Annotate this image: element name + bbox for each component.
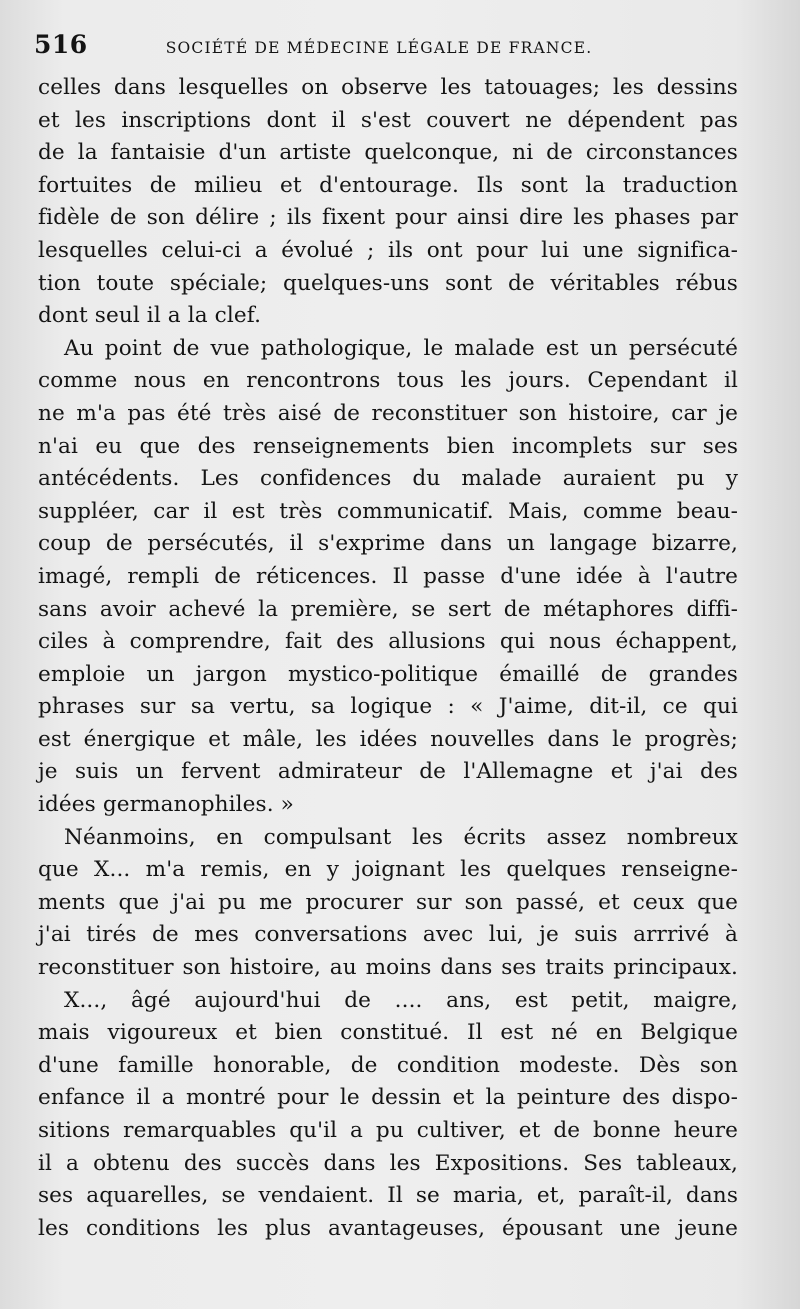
text-line: fidèle de son délire ; ils fixent pour ainsi dire les phases par — [38, 205, 738, 231]
text-line: que X... m'a remis, en y joignant les quelques renseigne- — [38, 857, 738, 883]
text-line: ments que j'ai pu me procurer sur son passé, et ceux que — [38, 889, 738, 915]
page-header — [34, 30, 760, 66]
running-head: SOCIÉTÉ DE MÉDECINE LÉGALE DE FRANCE. — [165, 39, 593, 57]
text-line: enfance il a montré pour le dessin et la peinture des dispo- — [38, 1085, 738, 1111]
text-line: reconstituer son histoire, au moins dans ses traits principaux. — [38, 955, 738, 981]
text-line: coup de persécutés, il s'exprime dans un langage bizarre, — [38, 531, 738, 557]
text-line: mais vigoureux et bien constitué. Il est né en Belgique — [38, 1020, 738, 1046]
text-line: suppléer, car il est très communicatif. Mais, comme beau- — [38, 498, 738, 524]
text-line: je suis un fervent admirateur de l'Allemagne et j'ai des — [38, 759, 738, 785]
text-line: de la fantaisie d'un artiste quelconque, ni de circonstances — [38, 140, 738, 166]
text-line: Au point de vue pathologique, le malade est un persécuté — [64, 335, 738, 361]
page-number: 516 — [34, 30, 88, 59]
text-line: lesquelles celui-ci a évolué ; ils ont pour lui une significa- — [38, 237, 738, 263]
text-line: dont seul il a la clef. — [38, 303, 262, 329]
body-text — [38, 72, 738, 1245]
text-line: fortuites de milieu et d'entourage. Ils sont la traduction — [38, 172, 738, 198]
text-line: j'ai tirés de mes conversations avec lui, je suis arrrivé à — [38, 922, 738, 948]
text-line: n'ai eu que des renseignements bien incomplets sur ses — [38, 433, 738, 459]
text-line: il a obtenu des succès dans les Expositions. Ses tableaux, — [38, 1150, 738, 1176]
text-line: celles dans lesquelles on observe les tatouages; les dessins — [38, 75, 738, 100]
text-line: et les inscriptions dont il s'est couvert ne dépendent pas — [38, 107, 738, 133]
text-line: emploie un jargon mystico-politique émaillé de grandes — [38, 661, 738, 687]
text-line: tion toute spéciale; quelques-uns sont de véritables rébus — [38, 270, 738, 296]
text-line: imagé, rempli de réticences. Il passe d'une idée à l'autre — [38, 563, 738, 589]
text-line: X..., âgé aujourd'hui de .... ans, est petit, maigre, — [64, 987, 738, 1013]
text-line: sitions remarquables qu'il a pu cultiver, et de bonne heure — [38, 1118, 738, 1143]
text-line: ses aquarelles, se vendaient. Il se maria, et, paraît-il, dans — [38, 1183, 738, 1209]
text-line: est énergique et mâle, les idées nouvelles dans le progrès; — [38, 726, 738, 752]
text-line: d'une famille honorable, de condition modeste. Dès son — [38, 1052, 738, 1078]
text-line: antécédents. Les confidences du malade auraient pu y — [38, 466, 738, 492]
text-line: les conditions les plus avantageuses, épousant une jeune — [38, 1215, 738, 1241]
text-line: ne m'a pas été très aisé de reconstituer son histoire, car je — [38, 400, 738, 426]
text-line: idées germanophiles. » — [38, 792, 294, 818]
text-line: sans avoir achevé la première, se sert de métaphores diffi- — [38, 596, 738, 622]
text-line: phrases sur sa vertu, sa logique : « J'aime, dit-il, ce qui — [38, 694, 738, 720]
text-line: ciles à comprendre, fait des allusions qui nous échappent, — [38, 629, 738, 655]
text-line: Néanmoins, en compulsant les écrits assez nombreux — [64, 824, 738, 850]
text-line: comme nous en rencontrons tous les jours. Cependant il — [38, 368, 738, 394]
